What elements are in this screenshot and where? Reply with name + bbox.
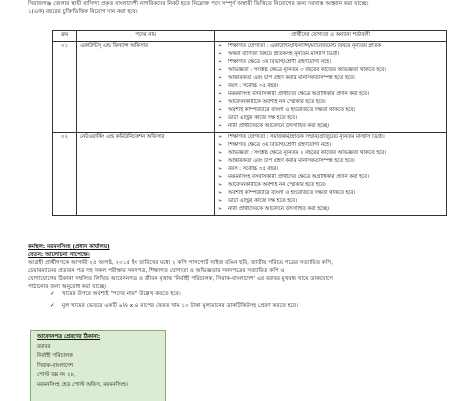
requirement-item: ➢ ডাটা এন্ট্রির কাজে দক্ষ হতে হবে। (218, 198, 443, 205)
requirement-item: ➢ অবশ্যই কম্পিউটারে বাংলা ও ইংরেজিতে দক্ষতা থাকতে হবে। (218, 190, 443, 197)
requirements-table (52, 30, 447, 216)
notes-list (50, 290, 450, 314)
requirements-list (218, 43, 443, 129)
header-requirements: প্রার্থীদের যোগ্যতা ও অন্যান্য শর্তাবলী (215, 31, 447, 42)
row-serial: ০২ (53, 132, 77, 215)
body-line: আগ্রহী প্রার্থীগণকে আগামী ২৫ আগষ্ট, ২০১৫ ইং তারিখের মধ্যে ২ কপি পাসপোর্ট সাইজ রঙিন ছবি, জাতীয় পরিচয় পত্রের সত্যায়িত কপি, (28, 260, 333, 266)
table-row (53, 42, 447, 133)
address-line: পোস্ট বক্স নং ২৮, (37, 372, 76, 378)
address-line: সিরাক-বাংলাদেশ (37, 362, 73, 369)
table-row (53, 132, 447, 215)
requirement-item: ➢ অবশ্যই কম্পিউটারে বাংলা ও ইংরেজিতে দক্ষতা থাকতে হবে। (218, 107, 443, 114)
salary-label: বেতন: আলোচনা সাপেক্ষে। (28, 252, 90, 258)
row-serial: ০১ (53, 42, 77, 133)
row-requirements (215, 132, 447, 215)
requirement-item: ➢ আবেদনকারীকে অবশ্যই নন স্মোকার হতে হবে। (218, 182, 443, 189)
workplace-label: কর্মস্থল: ময়মনসিংহ (প্রধান কার্যালয়) (28, 244, 110, 250)
requirement-item: ➢ শিক্ষাগত ক্ষেত্রে ৩য় বিভাগ/শ্রেণী গ্রহণযোগ্য নহে। (218, 59, 443, 66)
header-post: পদের নাম (77, 31, 215, 42)
address-line: বরাবর (37, 343, 51, 350)
intro-line: সিরাজগঞ্জ জেলার স্থায়ী বাসিন্দা প্রকৃত বাংলাদেশী নাগরিকদের নিকট হতে নিম্নোক্ত পদে সম্পূর্ণ অস্থায়ী ভিত্তিতে নিয়োগের জন্য দরখাস্ত আহ্বান করা যাচ্ছে। (28, 1, 369, 7)
row-post-name: একাউন্টস্ এন্ড ফিন্যান্স অফিসার (77, 42, 215, 133)
address-line: নির্বাহী পরিচালক (37, 353, 73, 359)
requirement-item: ➢ বয়স : সর্বোচ্চ ৩৫ বছর। (218, 83, 443, 90)
row-post-name: নেটওয়ার্কিং এন্ড কমিউনিকেশন অফিসার (77, 132, 215, 215)
requirement-item: ➢ ময়মনসিংহ বসবাসকারী প্রার্থীদের ক্ষেত্রে অগ্রাধিকার প্রদান করা হবে। (218, 91, 443, 98)
requirement-item: ➢ আন্তরিকতা এবং চাপ গ্রহণ করার মানসিকতাসম্পন্ন হতে হবে। (218, 158, 443, 165)
requirement-item: ➢ নারী প্রার্থীদেরকে আবেদনে উৎসাহিত করা হচ্ছে। (218, 123, 443, 130)
requirement-item: ➢ বয়স : সর্বোচ্চ ৩৫ বছর। (218, 166, 443, 173)
requirement-item: ➢ ময়মনসিংহ বসবাসকারী প্রার্থীদের ক্ষেত্রে অগ্রাধিকার প্রদান করা হবে। (218, 174, 443, 181)
requirement-item: ➢ আবেদনকারীকে অবশ্যই নন স্মোকার হতে হবে। (218, 99, 443, 106)
requirement-item: ➢ অথবা বাণিজ্য বিষয়ে স্নাতকসহ নূন্যতম মাস্টার্স ডিগ্রী। (218, 51, 443, 58)
address-box (30, 330, 166, 401)
row-requirements (215, 42, 447, 133)
requirement-item: ➢ শিক্ষাগত যোগ্যতা : একাউন্টিং/ফিন্যান্স/ম্যানেজমেন্ট বিষয়ে নূন্যতম স্নাতক (218, 43, 443, 50)
body-line: চেয়ারম্যানের প্রত্যয়ন পত্র সহ সকল পরীক্ষার সনদপত্র, শিক্ষাগত যোগ্যতা ও অভিজ্ঞতার সনদপত্রের সত্যায়িত কপি ও (28, 268, 285, 274)
table-header-row (53, 31, 447, 42)
body-line: যোগাযোগের ঠিকানা সম্বলিত লিখিত আবেদনপত্র ও জীবন বৃত্তান্ত 'নির্বাহী পরিচালক, সিরাক-বাংলাদেশ' এর বরাবর মুখবন্ধ খামে ডাকযোগে (28, 276, 333, 282)
note-item: ✓ মূল খামের ভেতরে একটি ৯½ x ৪ মাপের ফেরত খাম ১০ টাকা মূল্যমানের ডাকটিকিটসহ প্রেরণ করতে হবে। (50, 302, 450, 310)
address-line: ময়মনসিংহ হেড পোস্ট অফিস, ময়মনসিংহ। (37, 381, 128, 388)
intro-paragraph (28, 0, 448, 16)
requirement-item: ➢ ডাটা এন্ট্রির কাজে দক্ষ হতে হবে। (218, 115, 443, 122)
requirement-item: ➢ আন্তরিকতা এবং চাপ গ্রহণ করার মানসিকতাসম্পন্ন হতে হবে। (218, 75, 443, 82)
body-line: পাঠানোর জন্য অনুরোধ করা যাচ্ছে। (28, 284, 107, 290)
requirement-item: ➢ অভিজ্ঞতা : সংশ্লিষ্ট ক্ষেত্রে ন্যূনতম ৩ বছরের কাজের অভিজ্ঞতা থাকতে হবে। (218, 67, 443, 74)
application-instructions (28, 243, 448, 291)
requirement-item: ➢ অভিজ্ঞতা : সংশ্লিষ্ট ক্ষেত্রে ন্যূনতম ২ বছরের কাজের অভিজ্ঞতা থাকতে হবে। (218, 150, 443, 157)
header-serial: ক্রম (53, 31, 77, 42)
address-heading: আবেদনপত্র প্রেরণের ঠিকানা: (37, 334, 101, 340)
intro-line: ১(এক) বছরের চুক্তিভিত্তিক নিয়োগ দান করা হবে। (28, 9, 138, 15)
requirement-item: ➢ নারী প্রার্থীদেরকে আবেদনে উৎসাহিত করা হচ্ছে। (218, 206, 443, 213)
requirement-item: ➢ শিক্ষাগত যোগ্যতা : সমাজকর্ম/স্নাতক সম্মান/গ্রাজুয়েট ন্যূনতম মাস্টার্স ডিগ্রী। (218, 134, 443, 141)
note-item: ✓ খামের উপরে অবশ্যই "পদের নাম" উল্লেখ করতে হবে। (50, 290, 450, 298)
requirement-item: ➢ শিক্ষাগত ক্ষেত্রে ৩য় বিভাগ/শ্রেণী গ্রহণযোগ্য নহে। (218, 142, 443, 149)
requirements-list (218, 134, 443, 212)
